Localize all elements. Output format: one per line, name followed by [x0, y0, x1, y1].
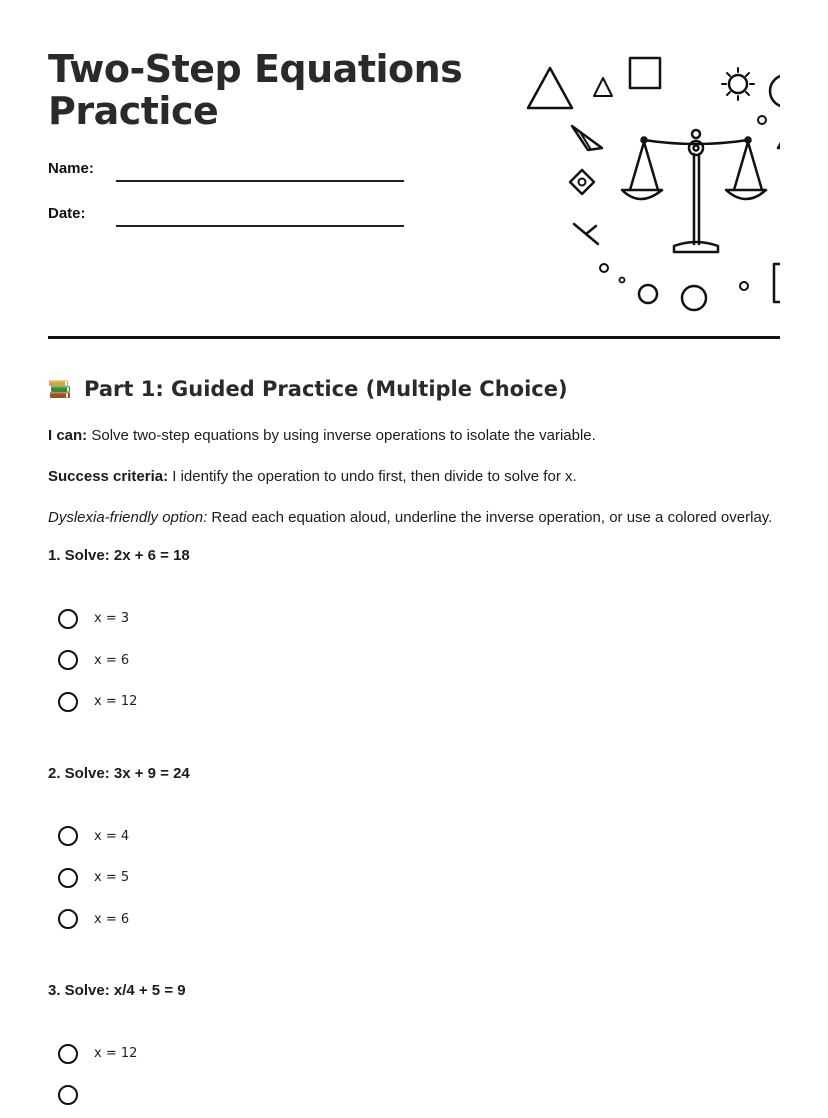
y-shape	[574, 224, 598, 244]
radio-button[interactable]	[58, 650, 78, 670]
i-can-statement	[48, 424, 780, 447]
dyslexia-option-label: Dyslexia-friendly option:	[48, 509, 208, 526]
answer-option[interactable]	[58, 681, 780, 723]
answer-option[interactable]	[58, 816, 780, 858]
dyslexia-option	[48, 506, 780, 529]
radio-button[interactable]	[58, 609, 78, 629]
answer-option[interactable]	[58, 640, 780, 682]
books-icon	[48, 377, 72, 401]
square-shape	[630, 58, 660, 88]
radio-button[interactable]	[58, 909, 78, 929]
option-label: x = 6	[94, 911, 130, 927]
triangle-shape	[528, 68, 572, 108]
worksheet-header	[48, 0, 780, 340]
name-label: Name:	[48, 160, 94, 177]
option-label: x = 12	[94, 1046, 138, 1062]
small-triangle-shape	[594, 78, 612, 96]
question-3-prompt: 3. Solve: x/4 + 5 = 9	[48, 982, 186, 999]
circle-shape-bottom-1	[639, 285, 657, 303]
small-circle-shape-bottom	[740, 282, 748, 290]
tiny-circle-shape	[758, 116, 766, 124]
answer-option-partial[interactable]	[58, 1075, 780, 1117]
option-label: x = 5	[94, 870, 130, 886]
radio-button[interactable]	[58, 692, 78, 712]
success-criteria-label: Success criteria:	[48, 468, 169, 485]
tiny-circle-shape-2	[620, 278, 625, 283]
success-criteria	[48, 465, 780, 488]
radio-button[interactable]	[58, 1044, 78, 1064]
part-1-section	[48, 372, 780, 1116]
page-title	[48, 48, 468, 132]
scale-icon	[622, 130, 766, 252]
answer-option[interactable]	[58, 1033, 780, 1075]
radio-button[interactable]	[58, 826, 78, 846]
name-field[interactable]	[116, 180, 404, 182]
question-2-prompt: 2. Solve: 3x + 9 = 24	[48, 764, 190, 782]
i-can-label: I can:	[48, 427, 88, 444]
square-shape-bottom	[774, 264, 780, 302]
option-label: x = 3	[94, 611, 130, 627]
large-circle-shape	[770, 75, 780, 107]
title-line-1: Two-Step Equations	[48, 47, 463, 91]
sun-icon	[722, 68, 754, 100]
section-title: Part 1: Guided Practice (Multiple Choice)	[84, 377, 568, 401]
triangle-shape-right	[778, 124, 780, 148]
date-label: Date:	[48, 205, 86, 222]
question-3-options	[48, 1033, 780, 1116]
diamond-shape	[570, 170, 594, 194]
option-label: x = 12	[94, 694, 138, 710]
small-circle-shape	[600, 264, 608, 272]
circle-shape-bottom-2	[682, 286, 706, 310]
half-shaded-triangle-shape	[572, 126, 602, 150]
question-1-prompt: 1. Solve: 2x + 6 = 18	[48, 547, 190, 564]
section-heading	[48, 372, 780, 406]
dyslexia-option-text: Read each equation aloud, underline the inverse operation, or use a colored overlay.	[207, 509, 773, 526]
question-2-options	[48, 816, 780, 941]
answer-option[interactable]	[58, 899, 780, 941]
header-divider	[48, 336, 780, 339]
balance-scale-illustration	[518, 48, 780, 318]
question-1-options	[48, 598, 780, 723]
option-label: x = 4	[94, 828, 130, 844]
option-label: x = 6	[94, 652, 130, 668]
radio-button[interactable]	[58, 868, 78, 888]
success-criteria-text: I identify the operation to undo first, then divide to solve for x.	[168, 468, 577, 485]
answer-option[interactable]	[58, 598, 780, 640]
radio-button[interactable]	[58, 1085, 78, 1105]
title-line-2: Practice	[48, 89, 219, 133]
answer-option[interactable]	[58, 857, 780, 899]
date-field[interactable]	[116, 225, 404, 227]
i-can-text: Solve two-step equations by using inverse operations to isolate the variable.	[87, 427, 596, 444]
